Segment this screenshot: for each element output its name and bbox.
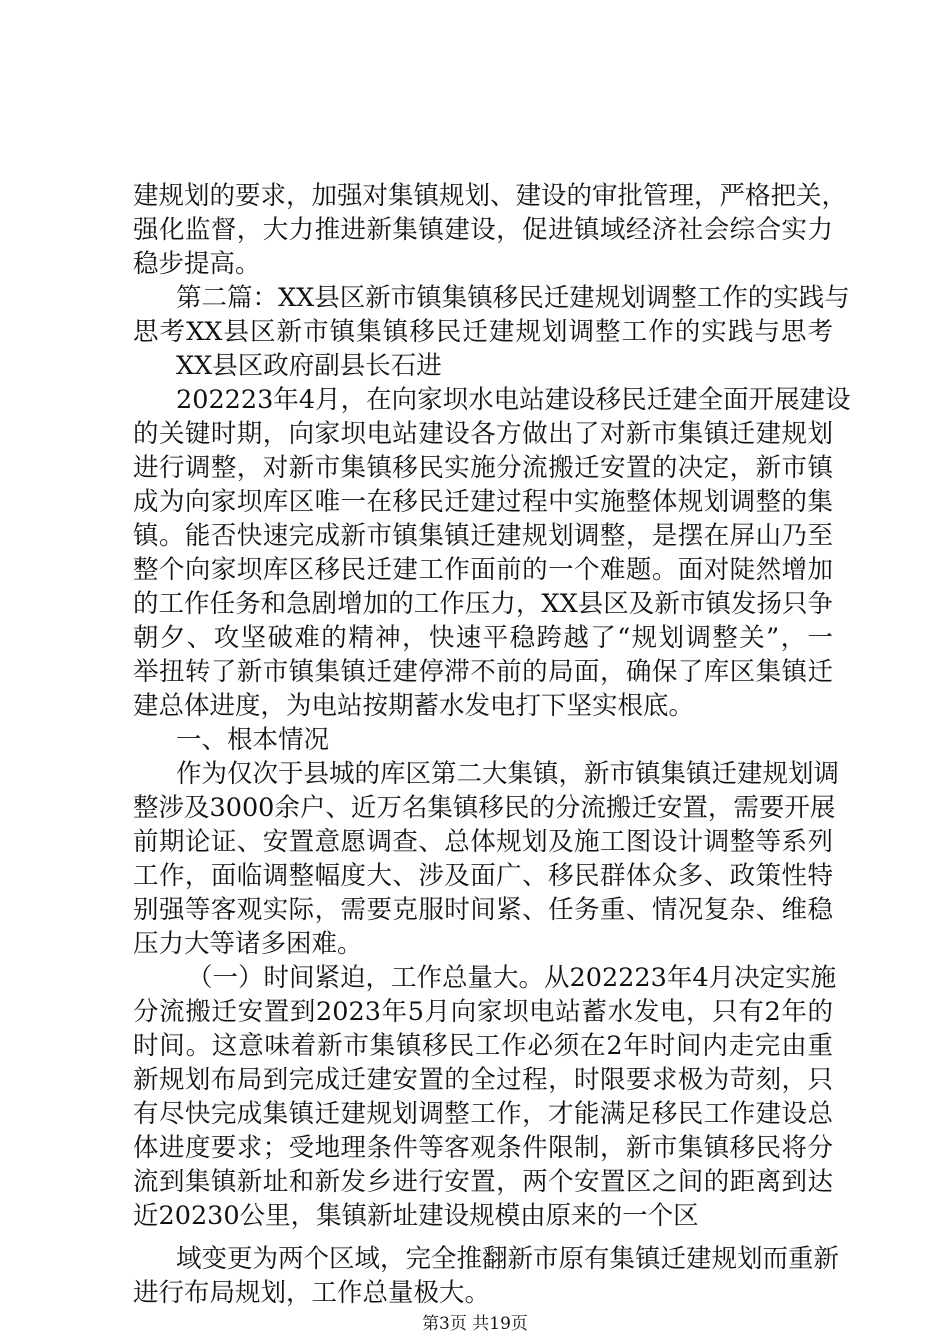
paragraph-line: 进行布局规划，工作总量极大。 [133, 1278, 491, 1308]
paragraph-line: 建总体进度，为电站按期蓄水发电打下坚实根底。 [133, 691, 695, 721]
subsection-line: （一）时间紧迫，工作总量大。从202223年4月决定实施 [187, 963, 837, 993]
page-number: 第3页 共19页 [422, 1314, 528, 1334]
paragraph-line: 体进度要求；受地理条件等客观条件限制，新市集镇移民将分 [133, 1133, 833, 1163]
section-heading-line: 思考XX县区新市镇集镇移民迁建规划调整工作的实践与思考 [133, 317, 833, 347]
paragraph-line: 前期论证、安置意愿调查、总体规划及施工图设计调整等系列 [133, 827, 833, 857]
paragraph-line: 域变更为两个区域，完全推翻新市原有集镇迁建规划而重新 [176, 1244, 840, 1274]
paragraph-line: 新规划布局到完成迁建安置的全过程，时限要求极为苛刻，只 [133, 1065, 833, 1095]
paragraph-line: 强化监督，大力推进新集镇建设，促进镇域经济社会综合实力 [133, 215, 833, 245]
paragraph-line: 流到集镇新址和新发乡进行安置，两个安置区之间的距离到达 [133, 1167, 833, 1197]
paragraph-line: 近20230公里，集镇新址建设规模由原来的一个区 [133, 1201, 699, 1231]
paragraph-line: 朝夕、攻坚破难的精神，快速平稳跨越了“规划调整关”，一 [133, 623, 833, 653]
section-heading: 一、根本情况 [176, 725, 330, 755]
paragraph-line: 举扭转了新市镇集镇迁建停滞不前的局面，确保了库区集镇迁 [133, 657, 833, 687]
paragraph-line: 的工作任务和急剧增加的工作压力，XX县区及新市镇发扬只争 [133, 589, 833, 619]
paragraph-line: 有尽快完成集镇迁建规划调整工作，才能满足移民工作建设总 [133, 1099, 833, 1129]
paragraph-line: 镇。能否快速完成新市镇集镇迁建规划调整，是摆在屏山乃至 [133, 521, 833, 551]
paragraph-line: 整涉及3000余户、近万名集镇移民的分流搬迁安置，需要开展 [133, 793, 836, 823]
paragraph-line: 进行调整，对新市集镇移民实施分流搬迁安置的决定，新市镇 [133, 453, 833, 483]
paragraph-line: 的关键时期，向家坝电站建设各方做出了对新市集镇迁建规划 [133, 419, 833, 449]
paragraph-line: 工作，面临调整幅度大、涉及面广、移民群体众多、政策性特 [133, 861, 833, 891]
paragraph-line: 时间。这意味着新市集镇移民工作必须在2年时间内走完由重 [133, 1031, 833, 1061]
author-line: XX县区政府副县长石进 [176, 351, 442, 381]
paragraph-line: 建规划的要求，加强对集镇规划、建设的审批管理，严格把关， [133, 181, 848, 211]
paragraph-line: 作为仅次于县城的库区第二大集镇，新市镇集镇迁建规划调 [176, 759, 840, 789]
paragraph-line: 别强等客观实际，需要克服时间紧、任务重、情况复杂、维稳 [133, 895, 833, 925]
section-heading-line: 第二篇：XX县区新市镇集镇移民迁建规划调整工作的实践与 [176, 283, 850, 313]
paragraph-line: 整个向家坝库区移民迁建工作面前的一个难题。面对陡然增加 [133, 555, 833, 585]
paragraph-line: 压力大等诸多困难。 [133, 929, 363, 959]
paragraph-line: 成为向家坝库区唯一在移民迁建过程中实施整体规划调整的集 [133, 487, 833, 517]
paragraph-line: 稳步提高。 [133, 249, 261, 279]
paragraph-line: 分流搬迁安置到2023年5月向家坝电站蓄水发电，只有2年的 [133, 997, 833, 1027]
paragraph-line: 202223年4月，在向家坝水电站建设移民迁建全面开展建设 [176, 385, 851, 415]
